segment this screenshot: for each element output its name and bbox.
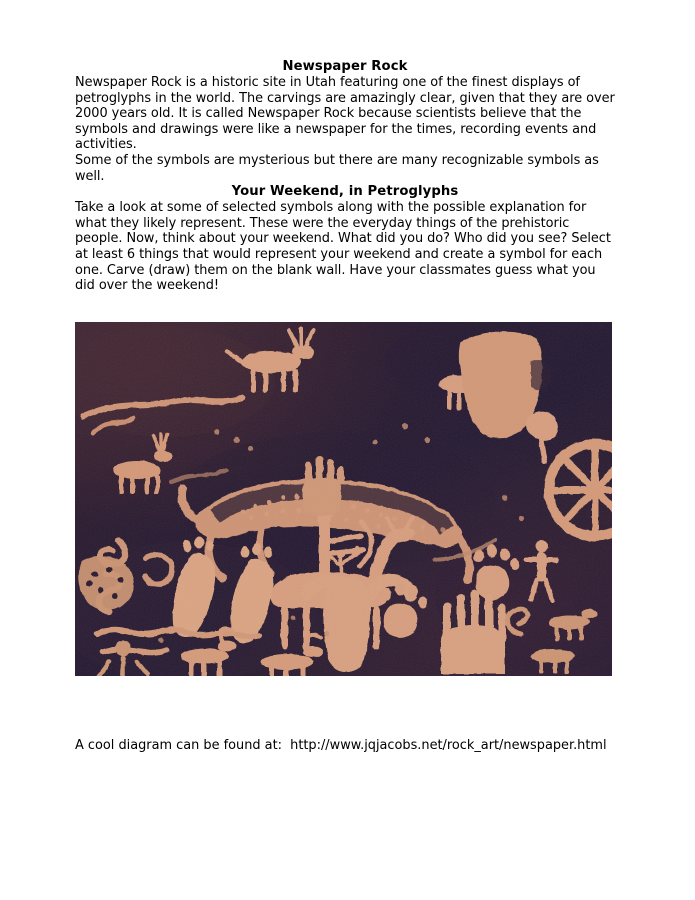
page-title: Newspaper Rock xyxy=(282,59,408,74)
petroglyph-panel-image xyxy=(75,322,612,676)
activity-paragraph: Take a look at some of selected symbols along with the possible explanation for what they likely represent. These were the everyday things of the prehistoric people. Now, think about your weekend. What did you do? Who did you see? Select at least 6 things that would represent your weekend and create a symbol for each one. Carve (draw) them on the blank wall. Have your classmates guess what you did over the weekend! xyxy=(75,200,611,294)
intro-paragraph-2: Some of the symbols are mysterious but there are many recognizable symbols as well. xyxy=(75,152,599,184)
petroglyph-photo xyxy=(75,322,612,676)
intro-paragraph: Newspaper Rock is a historic site in Utah featuring one of the finest displays of petroglyphs in the world. The carvings are amazingly clear, given that they are over 2000 years old. It is called Newspaper Rock because scientists believe that the symbols and drawings were like a newspaper for the times, recording events and activities. xyxy=(75,75,615,153)
document-body xyxy=(75,59,615,294)
source-link-text: A cool diagram can be found at: http://www.jqjacobs.net/rock_art/newspaper.html xyxy=(75,738,607,753)
section-heading: Your Weekend, in Petroglyphs xyxy=(231,184,459,200)
